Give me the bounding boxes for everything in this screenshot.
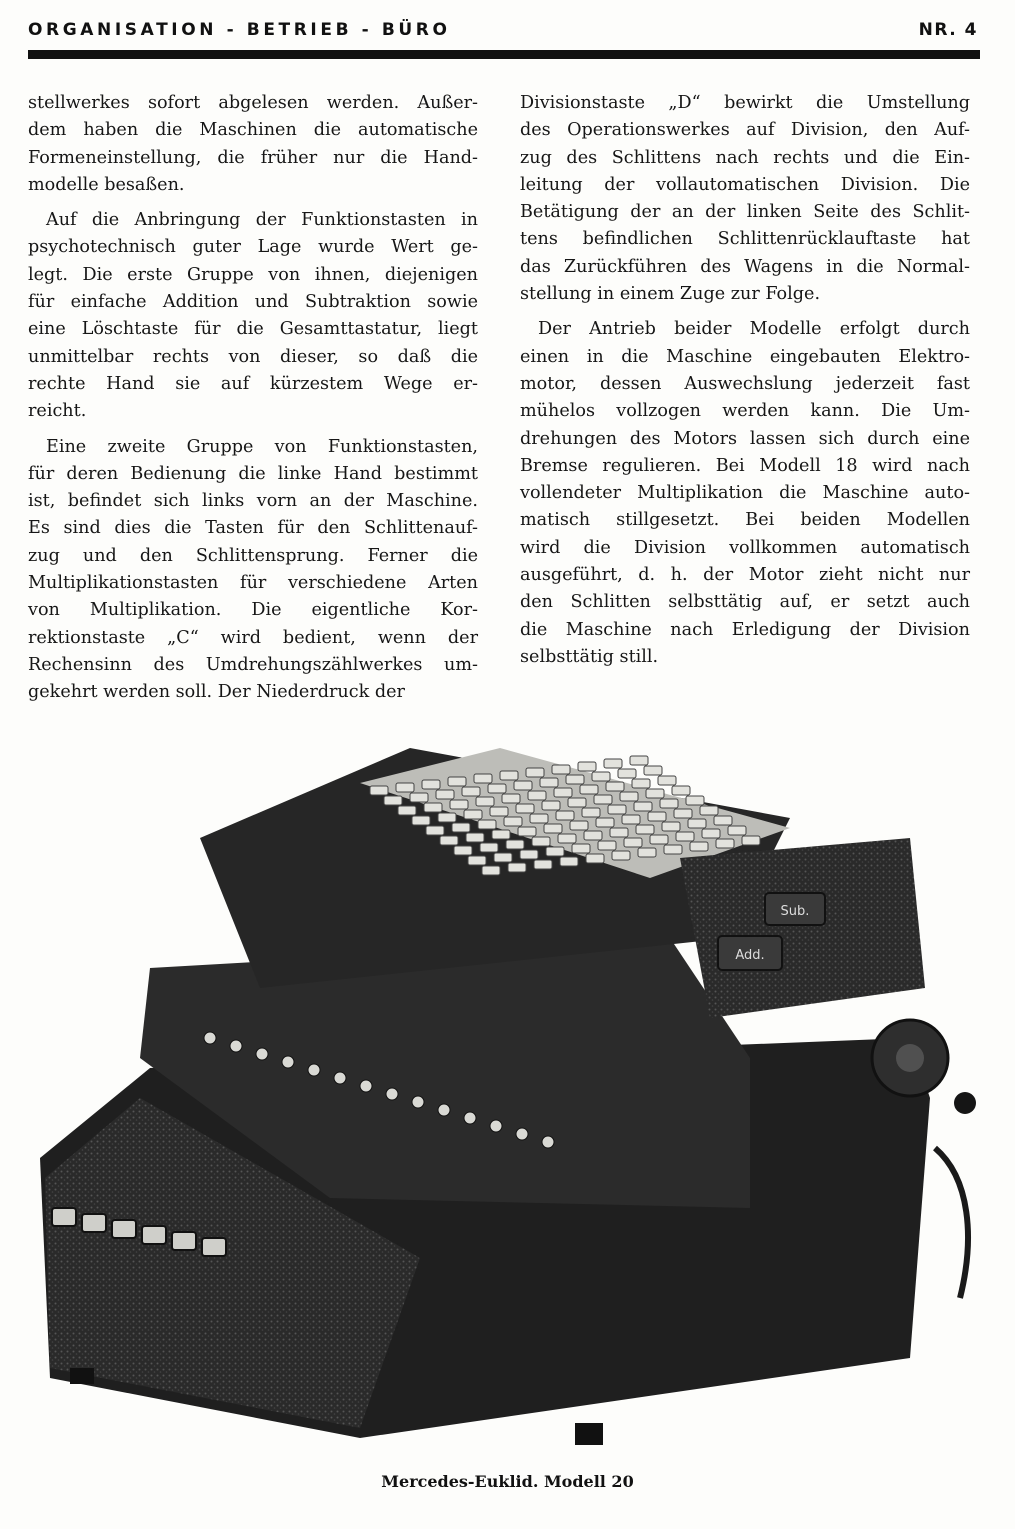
keyboard-key xyxy=(474,774,492,783)
function-key-add xyxy=(718,936,782,970)
function-key-sub xyxy=(765,893,825,925)
text-line: Betätigung der an der linken Seite des Schlit- xyxy=(520,202,970,223)
keyboard-key xyxy=(516,804,534,813)
keyboard-key xyxy=(728,826,746,835)
setting-dial xyxy=(256,1048,268,1060)
multiplication-key xyxy=(82,1214,106,1232)
text-line: dem haben die Maschinen die automatische xyxy=(28,120,478,141)
keyboard-key xyxy=(620,792,638,801)
keyboard-key xyxy=(450,800,468,809)
keyboard-key xyxy=(630,756,648,765)
keyboard-key xyxy=(578,762,596,771)
text-line: unmittelbar rechts von dieser, so daß die xyxy=(28,346,478,367)
keyboard-key xyxy=(546,847,564,856)
text-line: vollendeter Multiplikation die Maschine auto- xyxy=(520,483,970,504)
keyboard-key xyxy=(464,810,482,819)
text-line: Der Antrieb beider Modelle erfolgt durch xyxy=(538,319,970,340)
keyboard-key xyxy=(674,809,692,818)
multiplication-key xyxy=(172,1232,196,1250)
keyboard-key xyxy=(688,819,706,828)
keyboard-key xyxy=(634,802,652,811)
header-section-title: ORGANISATION - BETRIEB - BÜRO xyxy=(28,20,451,40)
keyboard-key xyxy=(544,824,562,833)
text-line: Es sind dies die Tasten für den Schlittenauf- xyxy=(28,518,478,539)
text-line: für einfache Addition und Subtraktion sowie xyxy=(28,292,478,313)
keyboard-key xyxy=(502,794,520,803)
setting-dial xyxy=(386,1088,398,1100)
keyboard-key xyxy=(410,793,428,802)
text-line: Bremse regulieren. Bei Modell 18 wird nach xyxy=(520,455,970,476)
keyboard-key xyxy=(596,818,614,827)
keyboard-key xyxy=(658,776,676,785)
keyboard-key xyxy=(606,782,624,791)
setting-dial xyxy=(308,1064,320,1076)
header-rule xyxy=(28,50,980,59)
text-line: drehungen des Motors lassen sich durch eine xyxy=(520,428,970,449)
keyboard-key xyxy=(702,829,720,838)
text-line: das Zurückführen des Wagens in die Normal- xyxy=(520,256,970,277)
text-line: die Maschine nach Erledigung der Division xyxy=(520,619,970,640)
paragraph xyxy=(28,434,478,707)
text-line: rechte Hand sie auf kürzestem Wege er- xyxy=(28,373,478,394)
paragraph xyxy=(28,207,478,425)
crank-knob xyxy=(954,1092,976,1114)
keyboard-key xyxy=(686,796,704,805)
keyboard-key xyxy=(554,788,572,797)
keyboard-key xyxy=(454,846,472,855)
text-line: stellung in einem Zuge zur Folge. xyxy=(520,284,821,305)
keyboard-key xyxy=(636,825,654,834)
multiplication-key xyxy=(142,1226,166,1244)
text-line: ist, befindet sich links vorn an der Maschine. xyxy=(28,491,478,512)
text-line: stellwerkes sofort abgelesen werden. Außer- xyxy=(28,93,478,113)
text-line: zug und den Schlittensprung. Ferner die xyxy=(28,545,478,566)
keyboard-key xyxy=(558,834,576,843)
keyboard-key xyxy=(742,836,760,845)
keyboard-key xyxy=(482,866,500,875)
setting-dial xyxy=(516,1128,528,1140)
keyboard-key xyxy=(370,786,388,795)
keyboard-key xyxy=(552,765,570,774)
keyboard-key xyxy=(494,853,512,862)
running-header xyxy=(28,20,978,46)
text-line: selbsttätig still. xyxy=(520,646,659,667)
keyboard-key xyxy=(518,827,536,836)
text-line: Rechensinn des Umdrehungszählwerkes um- xyxy=(28,654,478,675)
multiplication-key xyxy=(52,1208,76,1226)
machine-foot xyxy=(575,1423,603,1445)
text-line: für deren Bedienung die linke Hand bestimmt xyxy=(28,463,478,484)
text-line: Auf die Anbringung der Funktionstasten in xyxy=(46,210,478,231)
text-line: von Multiplikation. Die eigentliche Kor- xyxy=(28,600,478,621)
keyboard-key xyxy=(424,803,442,812)
text-line: Multiplikationstasten für verschiedene Arten xyxy=(28,573,478,594)
text-line: modelle besaßen. xyxy=(28,174,185,195)
keyboard-key xyxy=(480,843,498,852)
keyboard-key xyxy=(466,833,484,842)
keyboard-key xyxy=(608,805,626,814)
keyboard-key xyxy=(436,790,454,799)
multiplication-key xyxy=(202,1238,226,1256)
text-line: den Schlitten selbsttätig auf, er setzt auch xyxy=(520,592,970,613)
keyboard-key xyxy=(488,784,506,793)
keyboard-key xyxy=(690,842,708,851)
keyboard-key xyxy=(478,820,496,829)
keyboard-key xyxy=(566,775,584,784)
keyboard-key xyxy=(398,806,416,815)
left-text-column xyxy=(28,90,478,715)
keyboard-key xyxy=(440,836,458,845)
figure-caption: Mercedes-Euklid. Modell 20 xyxy=(381,1472,634,1491)
keyboard-key xyxy=(664,845,682,854)
text-line: gekehrt werden soll. Der Niederdruck der xyxy=(28,682,405,703)
keyboard-key xyxy=(638,848,656,857)
keyboard-key xyxy=(592,772,610,781)
keyboard-key xyxy=(452,823,470,832)
keyboard-key xyxy=(584,831,602,840)
keyboard-key xyxy=(426,826,444,835)
setting-dial xyxy=(490,1120,502,1132)
paragraph xyxy=(520,90,970,308)
keyboard-key xyxy=(714,816,732,825)
text-line: Formeneinstellung, die früher nur die Hand- xyxy=(28,147,478,168)
keyboard-key xyxy=(540,778,558,787)
keyboard-key xyxy=(532,837,550,846)
text-line: zug des Schlittens nach rechts und die Ein- xyxy=(520,147,970,168)
power-cord xyxy=(935,1148,968,1298)
keyboard-key xyxy=(384,796,402,805)
setting-dial xyxy=(438,1104,450,1116)
keyboard-key xyxy=(676,832,694,841)
text-line: wird die Division vollkommen automatisch xyxy=(520,537,970,558)
keyboard-key xyxy=(462,787,480,796)
setting-dial xyxy=(542,1136,554,1148)
right-text-column xyxy=(520,90,970,679)
keyboard-key xyxy=(632,779,650,788)
keyboard-key xyxy=(530,814,548,823)
keyboard-key xyxy=(612,851,630,860)
keyboard-key xyxy=(618,769,636,778)
keyboard-key xyxy=(598,841,616,850)
keyboard-key xyxy=(604,759,622,768)
multiplication-key xyxy=(112,1220,136,1238)
keyboard-key xyxy=(594,795,612,804)
paragraph xyxy=(520,316,970,671)
keyboard-key xyxy=(448,777,466,786)
keyboard-key xyxy=(514,781,532,790)
keyboard-key xyxy=(672,786,690,795)
keyboard-key xyxy=(490,807,508,816)
keyboard-key xyxy=(508,863,526,872)
keyboard-key xyxy=(624,838,642,847)
text-line: rektionstaste „C“ wird bedient, wenn der xyxy=(28,627,478,648)
setting-dial xyxy=(412,1096,424,1108)
keyboard-key xyxy=(520,850,538,859)
text-line: ausgeführt, d. h. der Motor zieht nicht nur xyxy=(520,565,970,586)
text-line: reicht. xyxy=(28,401,87,422)
keyboard-key xyxy=(506,840,524,849)
keyboard-key xyxy=(570,821,588,830)
keyboard-key xyxy=(412,816,430,825)
text-line: eine Löschtaste für die Gesamttastatur, liegt xyxy=(28,319,478,340)
keyboard-key xyxy=(528,791,546,800)
keyboard-key xyxy=(504,817,522,826)
text-line: Eine zweite Gruppe von Funktionstasten, xyxy=(46,436,478,457)
paragraph xyxy=(28,90,478,199)
keyboard-key xyxy=(660,799,678,808)
setting-dial xyxy=(230,1040,242,1052)
text-line: legt. Die erste Gruppe von ihnen, diejenigen xyxy=(28,264,478,285)
keyboard-key xyxy=(560,857,578,866)
text-line: Divisionstaste „D“ bewirkt die Umstellung xyxy=(520,93,970,113)
keyboard-key xyxy=(438,813,456,822)
text-line: matisch stillgesetzt. Bei beiden Modellen xyxy=(520,510,970,531)
keyboard-key xyxy=(572,844,590,853)
right-panel xyxy=(680,838,925,1018)
keyboard-key xyxy=(650,835,668,844)
setting-dial xyxy=(204,1032,216,1044)
keyboard-key xyxy=(700,806,718,815)
text-line: tens befindlichen Schlittenrücklauftaste hat xyxy=(520,229,970,250)
keyboard-key xyxy=(534,860,552,869)
keyboard-key xyxy=(648,812,666,821)
function-key-sub-label: Sub. xyxy=(780,904,810,919)
keyboard-key xyxy=(542,801,560,810)
keyboard-key xyxy=(526,768,544,777)
keyboard-key xyxy=(716,839,734,848)
keyboard-key xyxy=(582,808,600,817)
text-line: mühelos vollzogen werden kann. Die Um- xyxy=(520,401,970,422)
keyboard-key xyxy=(422,780,440,789)
text-line: leitung der vollautomatischen Division. Die xyxy=(520,174,970,195)
setting-dial xyxy=(334,1072,346,1084)
keyboard-key xyxy=(396,783,414,792)
keyboard-key xyxy=(610,828,628,837)
keyboard-key xyxy=(662,822,680,831)
keyboard-key xyxy=(644,766,662,775)
text-line: motor, dessen Auswechslung jederzeit fast xyxy=(520,373,970,394)
keyboard-key xyxy=(476,797,494,806)
text-line: einen in die Maschine eingebauten Elektro- xyxy=(520,346,970,367)
text-line: des Operationswerkes auf Division, den Auf- xyxy=(520,120,970,141)
keyboard-key xyxy=(646,789,664,798)
keyboard-key xyxy=(622,815,640,824)
keyboard-key xyxy=(468,856,486,865)
setting-dial xyxy=(464,1112,476,1124)
keyboard-key xyxy=(500,771,518,780)
function-key-add-label: Add. xyxy=(735,948,765,963)
header-issue-number: NR. 4 xyxy=(918,20,978,40)
keyboard-key xyxy=(492,830,510,839)
keyboard-key xyxy=(556,811,574,820)
keyboard-key xyxy=(568,798,586,807)
text-line: psychotechnisch guter Lage wurde Wert ge- xyxy=(28,237,478,258)
calculator-illustration xyxy=(30,738,990,1450)
keyboard-key xyxy=(580,785,598,794)
setting-dial xyxy=(282,1056,294,1068)
setting-dial xyxy=(360,1080,372,1092)
keyboard-key xyxy=(586,854,604,863)
